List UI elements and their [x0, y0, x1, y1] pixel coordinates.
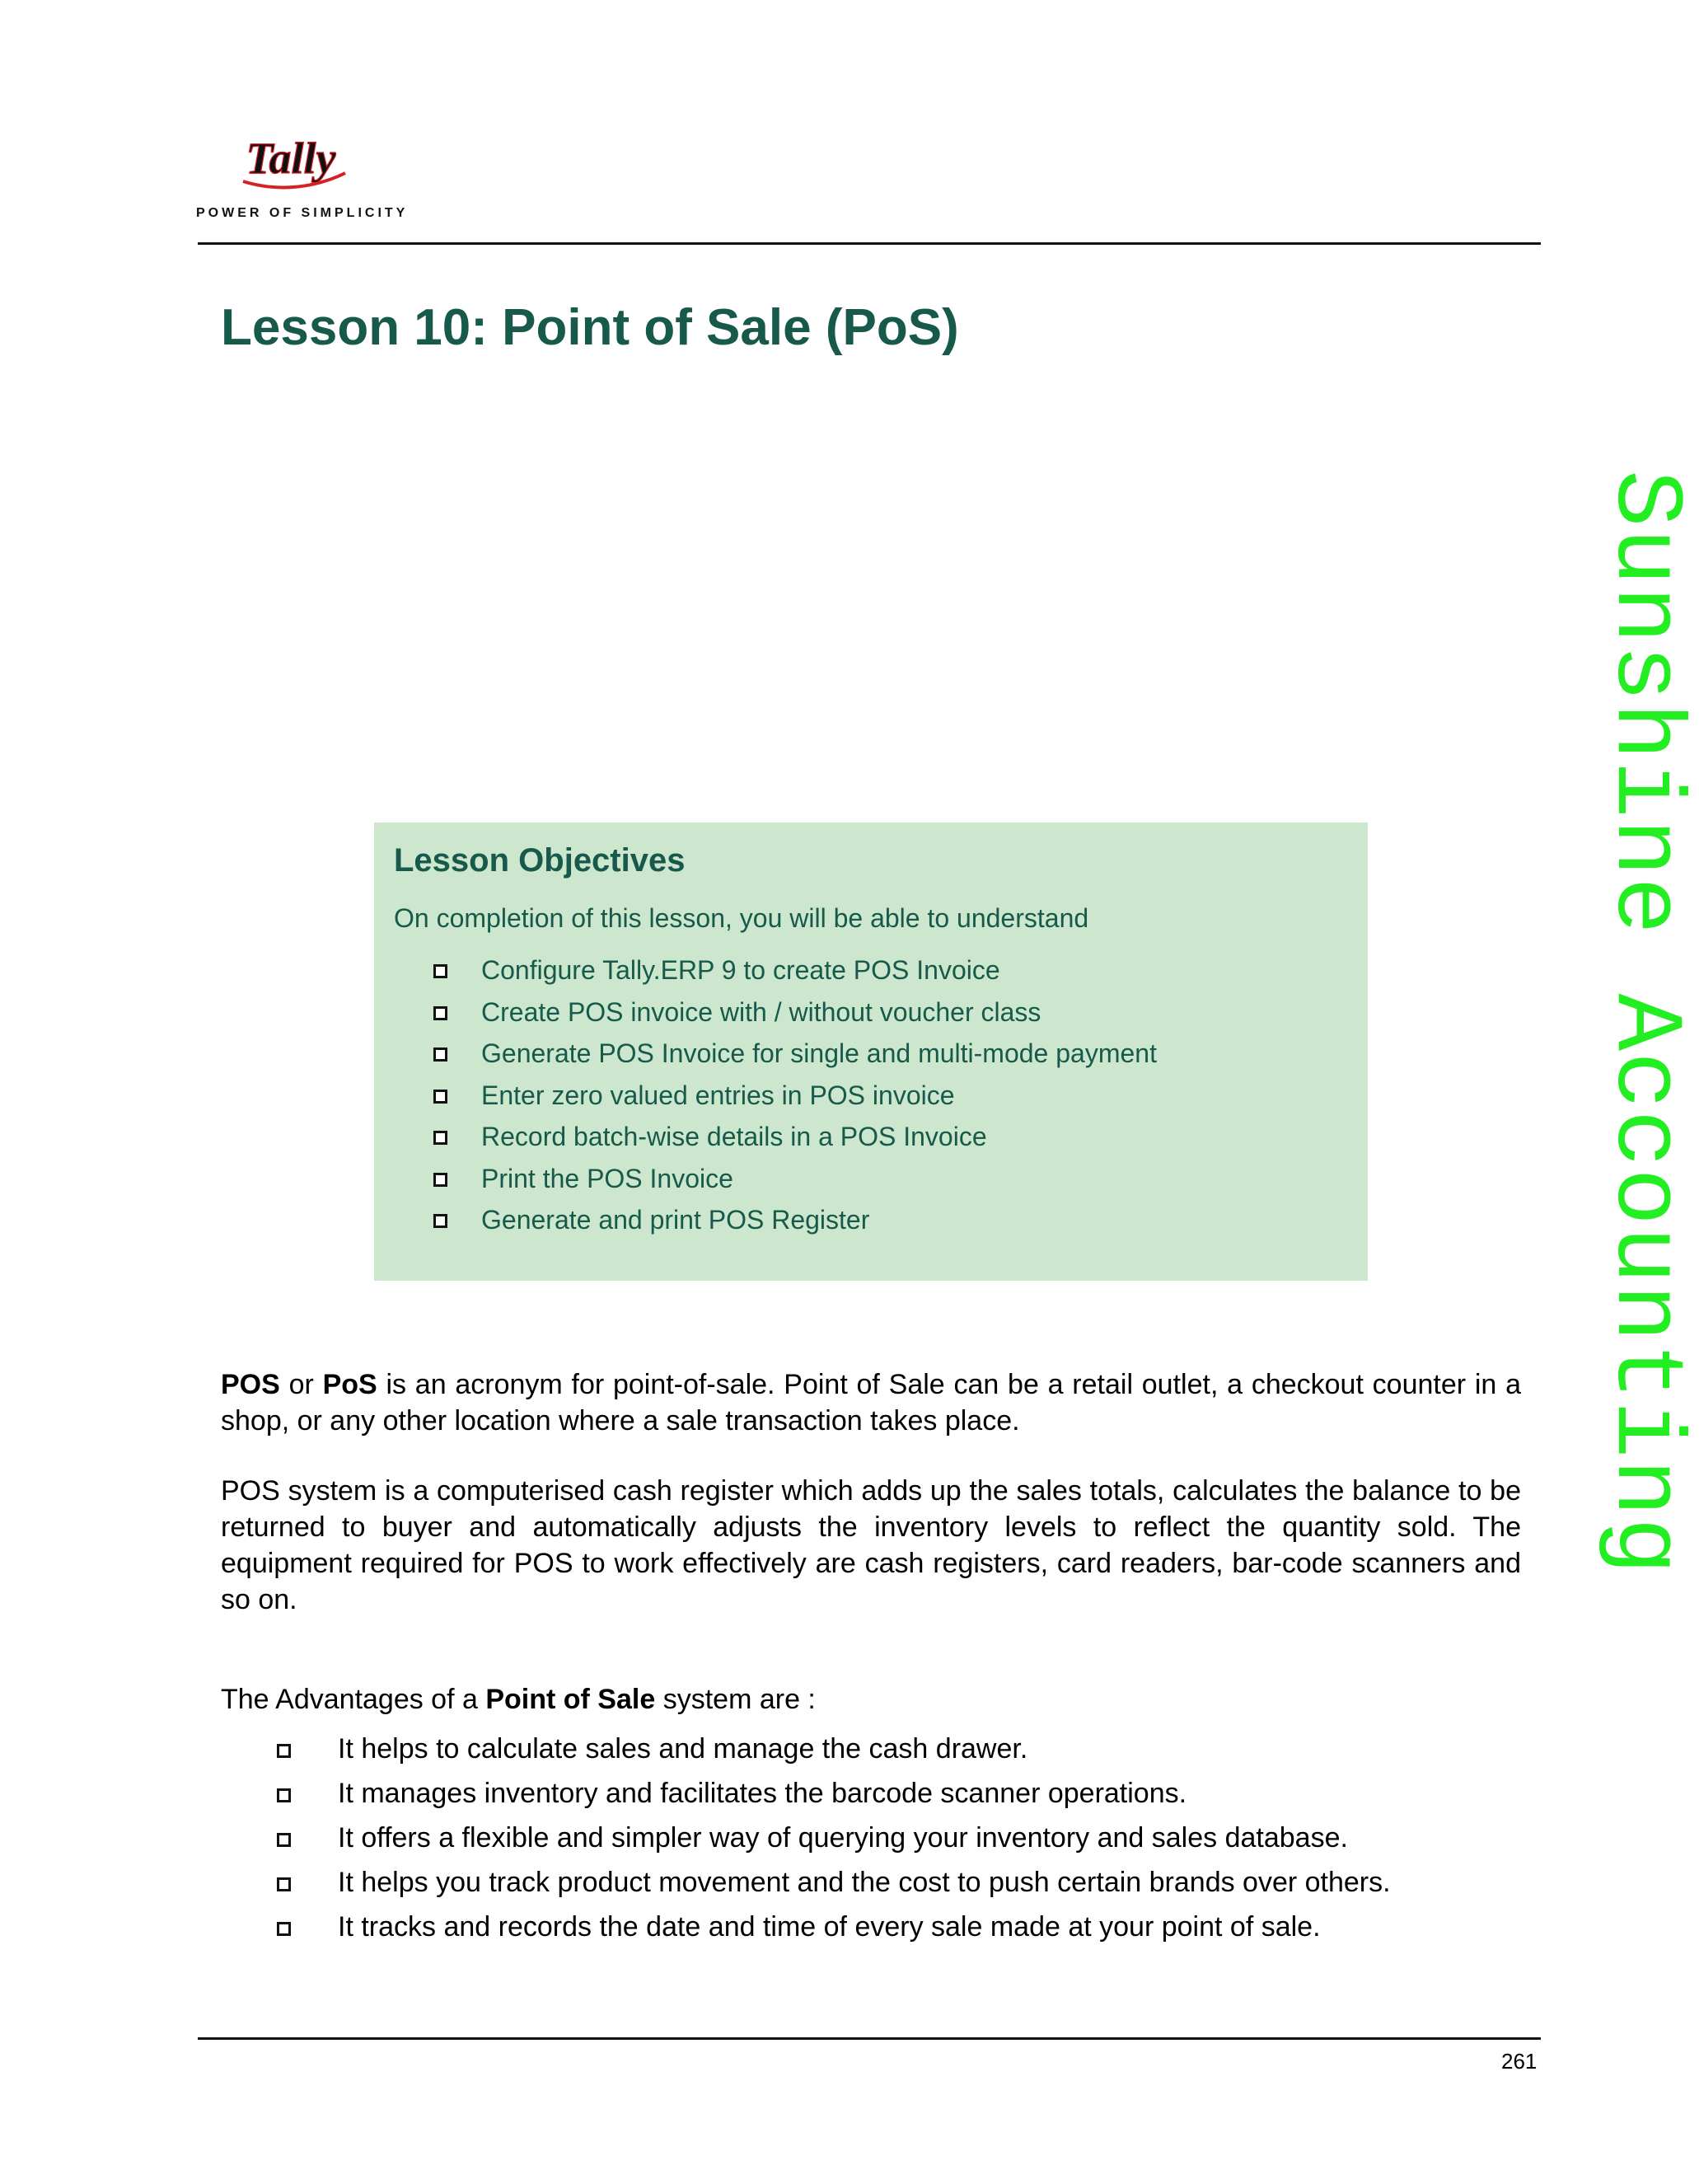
objective-text: Configure Tally.ERP 9 to create POS Invoice — [481, 955, 1000, 985]
square-bullet-icon — [277, 1833, 291, 1847]
square-bullet-icon — [433, 1006, 447, 1020]
term-pos-alt: PoS — [322, 1369, 377, 1400]
advantage-item — [221, 1860, 1539, 1905]
objective-item — [394, 1199, 1348, 1241]
objectives-intro: On completion of this lesson, you will be able to understand — [394, 903, 1089, 933]
lesson-objectives-box — [374, 823, 1368, 1281]
objectives-list — [394, 949, 1348, 1241]
objective-text: Create POS invoice with / without voucher class — [481, 996, 1041, 1027]
objective-item — [394, 1116, 1348, 1158]
pos-definition-paragraph — [221, 1366, 1521, 1439]
pos-system-paragraph: POS system is a computerised cash register which adds up the sales totals, calculates the balance to be returned to buyer and automatically adjusts the inventory levels to reflect the quantity sold. The equipment required for POS to work effectively are cash registers, card readers, bar-code scanners and so on. — [221, 1475, 1521, 1615]
advantages-intro-prefix: The Advantages of a — [221, 1684, 486, 1715]
advantage-item — [221, 1771, 1539, 1816]
advantage-item — [221, 1905, 1539, 1949]
page-number: 261 — [1501, 2049, 1538, 2074]
logo-wordmark: Tally — [246, 134, 336, 183]
objective-item — [394, 949, 1348, 991]
definition-text: is an acronym for point-of-sale. Point of Sale can be a retail outlet, a checkout counter in a shop, or any other location where a sale transaction takes place. — [221, 1369, 1521, 1436]
objective-item — [394, 1075, 1348, 1117]
square-bullet-icon — [433, 1047, 447, 1062]
watermark: Sunshine Accounting — [1590, 470, 1699, 1576]
square-bullet-icon — [277, 1744, 291, 1758]
objectives-heading: Lesson Objectives — [394, 842, 686, 879]
tally-logo-mark — [233, 130, 349, 196]
square-bullet-icon — [433, 1090, 447, 1104]
advantage-item — [221, 1727, 1539, 1771]
objective-item — [394, 1158, 1348, 1200]
square-bullet-icon — [433, 1131, 447, 1145]
advantage-text: It offers a flexible and simpler way of querying your inventory and sales database. — [338, 1822, 1348, 1854]
advantages-intro-suffix: system are : — [655, 1684, 816, 1715]
tally-logo — [196, 130, 409, 229]
text-or: or — [279, 1369, 323, 1400]
header-rule — [198, 242, 1541, 245]
footer-rule — [198, 2037, 1541, 2040]
lesson-title: Lesson 10: Point of Sale (PoS) — [221, 299, 959, 356]
objective-text: Generate and print POS Register — [481, 1205, 870, 1235]
square-bullet-icon — [277, 1922, 291, 1936]
advantage-text: It helps you track product movement and the cost to push certain brands over others. — [338, 1867, 1391, 1898]
square-bullet-icon — [433, 964, 447, 978]
objective-text: Record batch-wise details in a POS Invoice — [481, 1122, 987, 1151]
advantage-text: It tracks and records the date and time of every sale made at your point of sale. — [338, 1911, 1321, 1943]
term-pos: POS — [221, 1369, 280, 1400]
advantages-list — [221, 1727, 1539, 1949]
objective-text: Enter zero valued entries in POS invoice — [481, 1080, 955, 1110]
advantage-text: It manages inventory and facilitates the barcode scanner operations. — [338, 1778, 1187, 1809]
square-bullet-icon — [277, 1877, 291, 1891]
square-bullet-icon — [277, 1788, 291, 1802]
square-bullet-icon — [433, 1173, 447, 1187]
square-bullet-icon — [433, 1214, 447, 1228]
advantages-intro-bold: Point of Sale — [485, 1684, 656, 1715]
objective-text: Generate POS Invoice for single and multi-mode payment — [481, 1038, 1157, 1068]
objective-item — [394, 1033, 1348, 1075]
objective-item — [394, 991, 1348, 1033]
advantages-intro — [221, 1681, 1521, 1718]
advantage-text: It helps to calculate sales and manage the cash drawer. — [338, 1733, 1028, 1765]
advantage-item — [221, 1816, 1539, 1860]
logo-tagline: POWER OF SIMPLICITY — [196, 206, 409, 220]
objective-text: Print the POS Invoice — [481, 1163, 733, 1193]
